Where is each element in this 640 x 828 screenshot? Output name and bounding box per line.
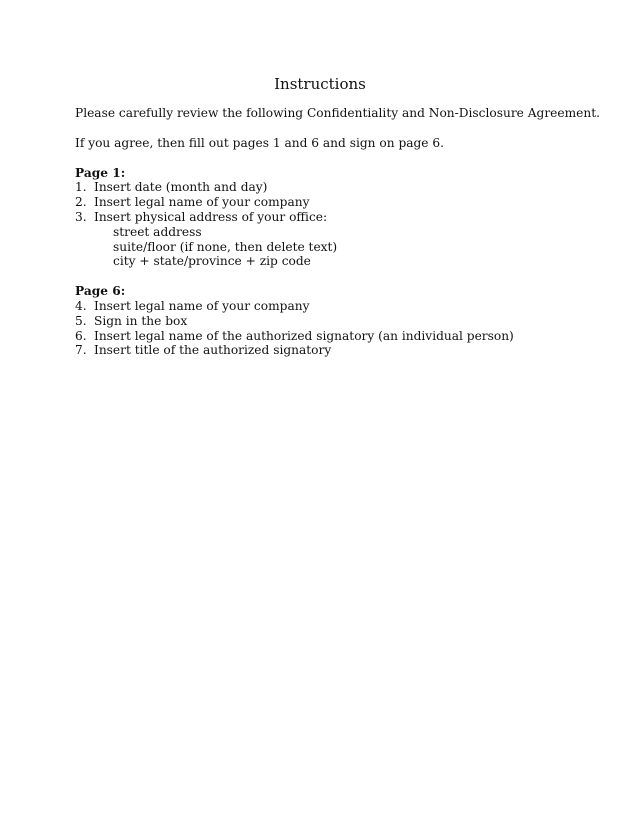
spacer — [75, 269, 595, 284]
list-item — [75, 210, 595, 225]
item-number: 5. — [75, 313, 87, 328]
agree-paragraph: If you agree, then fill out pages 1 and 6 and sign on page 6. — [75, 135, 445, 150]
item-text: Insert legal name of your company — [94, 298, 310, 313]
page-title: Instructions — [274, 75, 366, 93]
page1-heading: Page 1: — [75, 165, 126, 180]
page6-heading: Page 6: — [75, 284, 126, 299]
address-line-suite: suite/floor (if none, then delete text) — [113, 239, 338, 254]
list-item — [75, 343, 595, 358]
list-item — [75, 180, 595, 195]
item-number: 6. — [75, 328, 87, 343]
intro-paragraph: Please carefully review the following Confidentiality and Non-Disclosure Agreement. — [75, 106, 600, 120]
item-number: 7. — [75, 343, 87, 358]
list-item — [75, 195, 595, 210]
list-item — [75, 299, 595, 314]
list-item — [75, 314, 595, 329]
page6-steps — [75, 299, 595, 358]
item-text: Sign in the box — [94, 313, 188, 328]
list-item — [75, 329, 595, 344]
spacer — [75, 151, 595, 166]
item-number: 4. — [75, 298, 87, 313]
item-text: Insert legal name of your company — [94, 195, 310, 210]
spacer — [75, 121, 595, 136]
instructions-body — [75, 106, 600, 358]
item-number: 3. — [75, 209, 87, 224]
item-number: 2. — [75, 195, 87, 210]
item-text: Insert date (month and day) — [94, 180, 268, 195]
page1-steps — [75, 180, 595, 224]
item-text: Insert title of the authorized signatory — [94, 343, 332, 358]
item-number: 1. — [75, 180, 87, 195]
address-line-street: street address — [113, 224, 202, 239]
item-text: Insert physical address of your office: — [94, 209, 328, 224]
item-text: Insert legal name of the authorized signatory (an individual person) — [94, 328, 514, 343]
address-line-city: city + state/province + zip code — [113, 254, 311, 269]
